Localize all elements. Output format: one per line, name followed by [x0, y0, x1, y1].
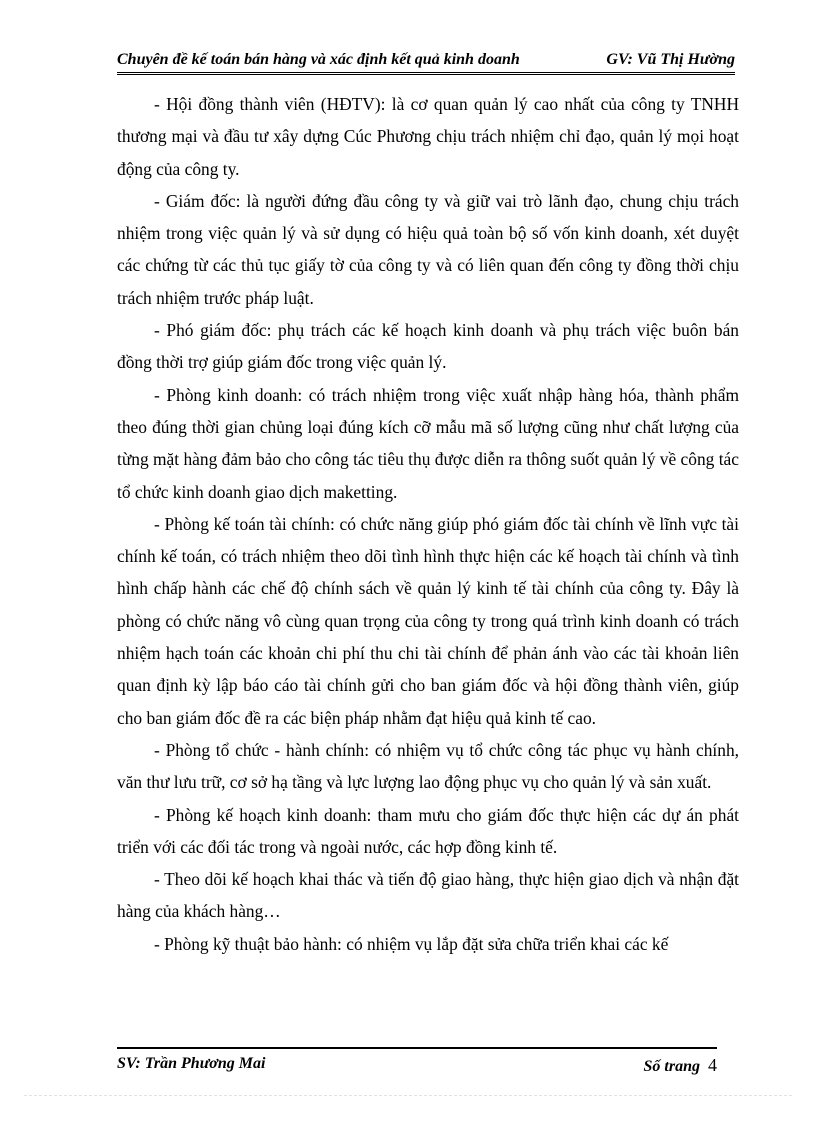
paragraph-pho-giam-doc: - Phó giám đốc: phụ trách các kế hoạch kinh doanh và phụ trách việc buôn bán đồng thời trợ giúp giám đốc trong việc quản lý. — [117, 320, 739, 373]
page-header — [117, 48, 735, 75]
document-title: Chuyên đề kế toán bán hàng và xác định kết quả kinh doanh — [117, 51, 520, 68]
page-indicator — [644, 1055, 717, 1076]
paragraph-hdtv: - Hội đồng thành viên (HĐTV): là cơ quan quản lý cao nhất của công ty TNHH thương mại và đầu tư xây dựng Cúc Phương chịu trách nhiệm chỉ đạo, quản lý mọi hoạt động của công ty. — [117, 94, 739, 179]
paragraph-phong-to-chuc: - Phòng tổ chức - hành chính: có nhiệm vụ tổ chức công tác phục vụ hành chính, văn thư lưu trữ, cơ sở hạ tầng và lực lượng lao động phục vụ cho quản lý và sản xuất. — [117, 739, 739, 793]
document-body — [117, 88, 739, 960]
instructor-name: GV: Vũ Thị Hường — [606, 51, 735, 68]
paragraph-phong-ky-thuat: - Phòng kỹ thuật bảo hành: có nhiệm vụ lắp đặt sửa chữa triển khai các kế — [154, 933, 669, 954]
student-name: SV: Trần Phương Mai — [117, 1055, 266, 1072]
page-label: Số trang — [643, 1058, 700, 1075]
page-number: 4 — [708, 1055, 717, 1075]
paragraph-phong-kinh-doanh: - Phòng kinh doanh: có trách nhiệm trong việc xuất nhập hàng hóa, thành phẩm theo đúng thời gian chủng loại đúng kích cỡ mẫu mã số lượng cũng như chất lượng của từng mặt hàng đảm bảo cho công tác tiêu thụ được diễn ra thông suốt quản lý về công tác tổ chức kinh doanh giao dịch maketting. — [117, 384, 739, 502]
paragraph-phong-ke-hoach: - Phòng kế hoạch kinh doanh: tham mưu cho giám đốc thực hiện các dự án phát triển với các đối tác trong và ngoài nước, các hợp đồng kinh tế. — [117, 804, 739, 857]
paragraph-phong-ke-toan: - Phòng kế toán tài chính: có chức năng giúp phó giám đốc tài chính về lĩnh vực tài chính kế toán, có trách nhiệm theo dõi tình hình thực hiện các kế hoạch tài chính và tình hình chấp hành các chế độ chính sách về quản lý kinh tế tài chính của công ty. Đây là phòng có chức năng vô cùng quan trọng của công ty trong quá trình kinh doanh có trách nhiệm hạch toán các khoản chi phí thu chi tài chính để phản ánh vào các tài khoản liên quan định kỳ lập báo cáo tài chính gửi cho ban giám đốc và hội đồng thành viên, giúp cho ban giám đốc đề ra các biện pháp nhằm đạt hiệu quả kinh tế cao. — [117, 513, 739, 728]
paragraph-giam-doc: - Giám đốc: là người đứng đầu công ty và giữ vai trò lãnh đạo, chung chịu trách nhiệm trong việc quản lý và sử dụng có hiệu quả toàn bộ số vốn kinh doanh, xét duyệt các chứng từ các thủ tục giấy tờ của công ty và có liên quan đến công ty đồng thời chịu trách nhiệm trước pháp luật. — [117, 190, 739, 308]
page-footer — [117, 1047, 717, 1077]
paragraph-theo-doi: - Theo dõi kế hoạch khai thác và tiến độ giao hàng, thực hiện giao dịch và nhận đặt hàng của khách hàng… — [117, 869, 739, 922]
page-divider — [24, 1095, 792, 1096]
